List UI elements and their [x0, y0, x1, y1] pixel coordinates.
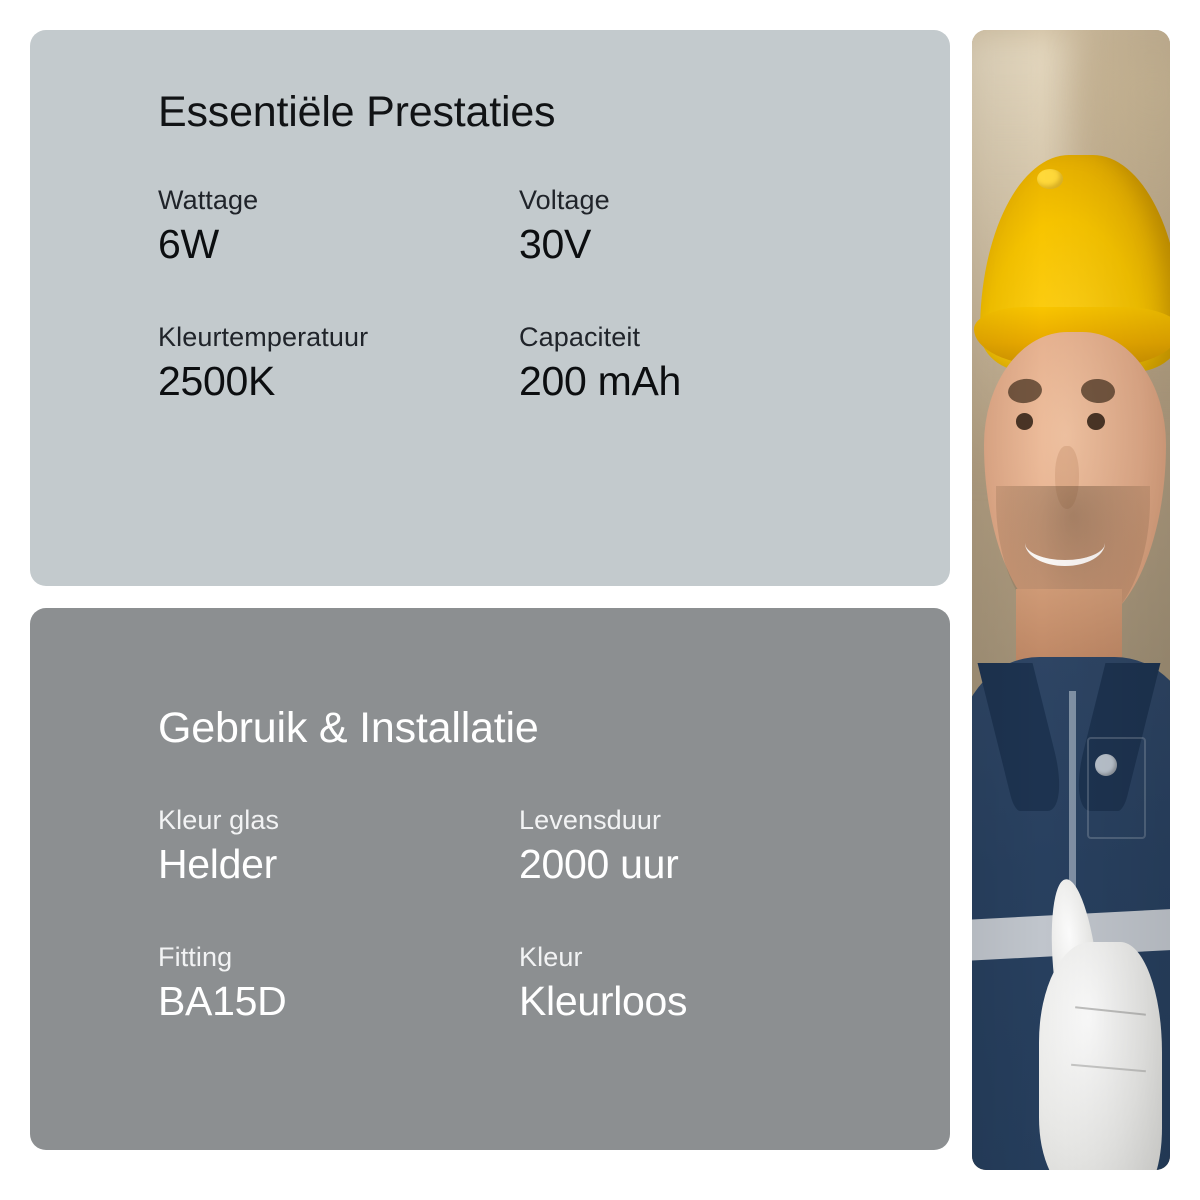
spec-item-voltage — [519, 185, 880, 268]
card-title: Essentiële Prestaties — [158, 88, 556, 136]
spec-value: 2500K — [158, 357, 276, 404]
eye-right — [1087, 413, 1105, 430]
spec-label: Wattage — [158, 185, 259, 215]
spec-item-fitting — [158, 942, 519, 1025]
card-essential-performance — [30, 30, 950, 586]
spec-item-color — [519, 942, 880, 1025]
spec-value: 30V — [519, 221, 592, 267]
spec-value: 6W — [158, 221, 219, 267]
card-title: Gebruik & Installatie — [158, 704, 539, 752]
spec-label: Voltage — [519, 185, 610, 215]
spec-value: 2000 uur — [519, 841, 679, 887]
chest-pocket — [1087, 737, 1146, 840]
spec-value: BA15D — [158, 977, 287, 1024]
spec-item-wattage — [158, 185, 519, 268]
spec-cards-column — [30, 30, 950, 1170]
smile — [1025, 520, 1104, 566]
spec-label: Capaciteit — [519, 321, 641, 352]
spec-item-lifespan — [519, 805, 880, 888]
spec-label: Fitting — [158, 941, 233, 972]
spec-label: Kleurtemperatuur — [158, 321, 369, 352]
spec-item-color-temperature — [158, 322, 519, 405]
uniform-button — [1095, 754, 1117, 776]
work-glove — [1039, 942, 1162, 1170]
spec-label: Levensduur — [519, 805, 662, 835]
spec-item-capacity — [519, 322, 880, 405]
spec-grid — [158, 185, 880, 405]
spec-item-glass-color — [158, 805, 519, 888]
spec-grid — [158, 805, 880, 1025]
spec-value: Kleurloos — [519, 977, 688, 1024]
spec-value: 200 mAh — [519, 357, 682, 404]
spec-label: Kleur glas — [158, 805, 280, 835]
spec-label: Kleur — [519, 941, 583, 972]
worker-photo — [972, 30, 1170, 1170]
spec-value: Helder — [158, 841, 277, 887]
card-usage-installation — [30, 608, 950, 1150]
